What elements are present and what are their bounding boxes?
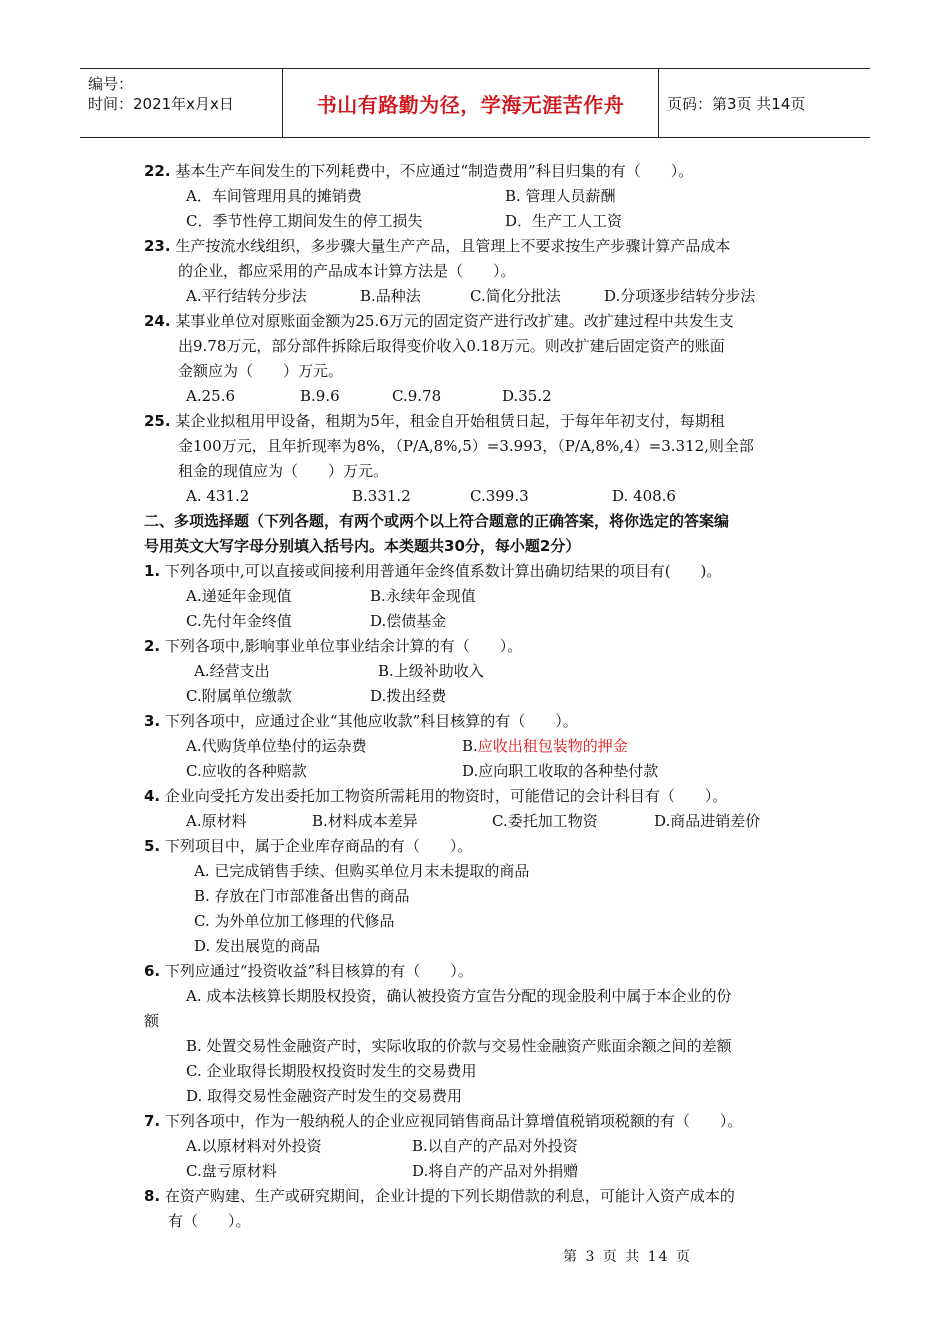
question-number: 7. — [144, 1112, 161, 1130]
option-b: B. 处置交易性金融资产时，实际收取的价款与交易性金融资产账面余额之间的差额 — [186, 1037, 732, 1055]
option-a: A. 已完成销售手续、但购买单位月末未提取的商品 — [194, 862, 530, 880]
multi-question-7 — [144, 1111, 742, 1131]
option-c: C.委托加工物资 — [492, 812, 598, 830]
option-b: B.以自产的产品对外投资 — [412, 1137, 578, 1155]
question-stem-cont: 有（ ）。 — [168, 1212, 251, 1230]
option-a: A.经营支出 — [194, 662, 270, 680]
question-stem: 下列应通过“投资收益”科目核算的有（ ）。 — [164, 962, 473, 980]
option-c: C.应收的各种赔款 — [186, 762, 307, 780]
question-number: 24. — [144, 312, 171, 330]
question-number: 8. — [144, 1187, 161, 1205]
question-number: 6. — [144, 962, 161, 980]
option-d: D.将自产的产品对外捐赠 — [412, 1162, 579, 1180]
option-d: D. 取得交易性金融资产时发生的交易费用 — [186, 1087, 463, 1105]
option-a: A. 431.2 — [186, 487, 250, 505]
option-c: C. 企业取得长期股权投资时发生的交易费用 — [186, 1062, 477, 1080]
question-stem: 生产按流水线组织，多步骤大量生产产品，且管理上不要求按生产步骤计算产品成本 — [175, 237, 731, 255]
section-title: 二、多项选择题（下列各题，有两个或两个以上符合题意的正确答案，将你选定的答案编 — [144, 512, 730, 530]
question-number: 1. — [144, 562, 161, 580]
option-c: C. 为外单位加工修理的代修品 — [194, 912, 395, 930]
option-a: A.平行结转分步法 — [186, 287, 307, 305]
option-d: D.偿债基金 — [370, 612, 447, 630]
highlighted-answer: 应收出租包装物的押金 — [477, 737, 628, 755]
option-c: C.附属单位缴款 — [186, 687, 292, 705]
question-number: 2. — [144, 637, 161, 655]
multi-question-6 — [144, 961, 473, 981]
question-stem-cont: 金额应为（ ）万元。 — [178, 362, 344, 380]
time-label: 时间：2021年x月x日 — [88, 95, 234, 113]
option-d: D. 发出展览的商品 — [194, 937, 321, 955]
motto: 书山有路勤为径，学海无涯苦作舟 — [316, 92, 625, 117]
option-b: B.品种法 — [360, 287, 421, 305]
question-25 — [144, 411, 725, 431]
page-footer: 第 3 页 共 14 页 — [563, 1249, 692, 1265]
option-b: B.材料成本差异 — [312, 812, 418, 830]
code-label: 编号： — [88, 75, 134, 93]
page-info: 页码：第3页 共14页 — [667, 94, 806, 113]
option-c: C.先付年金终值 — [186, 612, 292, 630]
question-stem: 在资产购建、生产或研究期间，企业计提的下列长期借款的利息，可能计入资产成本的 — [164, 1187, 735, 1205]
multi-question-4 — [144, 786, 727, 806]
option-b: B. 管理人员薪酬 — [505, 187, 616, 205]
option-d: D.商品进销差价 — [654, 812, 761, 830]
question-stem-cont: 的企业，都应采用的产品成本计算方法是（ ）。 — [178, 262, 516, 280]
question-stem-cont: 金100万元，且年折现率为8%，（P/A,8%,5）=3.993，（P/A,8%,4）=3.312,则全部 — [178, 437, 754, 455]
option-a: A.25.6 — [186, 387, 235, 405]
option-d: D.应向职工收取的各种垫付款 — [462, 762, 659, 780]
question-stem: 下列各项中，作为一般纳税人的企业应视同销售商品计算增值税销项税额的有（ ）。 — [164, 1112, 743, 1130]
option-letter: B. — [462, 737, 478, 755]
option-c: C.399.3 — [470, 487, 529, 505]
option-d: D. 408.6 — [612, 487, 676, 505]
option-c: C.盘亏原材料 — [186, 1162, 277, 1180]
multi-question-3 — [144, 711, 578, 731]
option-d: D.分项逐步结转分步法 — [604, 287, 756, 305]
question-stem: 某企业拟租用甲设备，租期为5年，租金自开始租赁日起，于每年年初支付，每期租 — [175, 412, 725, 430]
option-c: C.简化分批法 — [470, 287, 561, 305]
question-stem-cont: 出9.78万元，部分部件拆除后取得变价收入0.18万元。则改扩建后固定资产的账面 — [178, 337, 725, 355]
question-stem: 下列各项中，应通过企业“其他应收款”科目核算的有（ ）。 — [164, 712, 578, 730]
option-b: B.331.2 — [352, 487, 411, 505]
option-a: A.原材料 — [186, 812, 247, 830]
question-stem-cont: 租金的现值应为（ ）万元。 — [178, 462, 389, 480]
option-c: C．季节性停工期间发生的停工损失 — [186, 212, 423, 230]
question-stem: 基本生产车间发生的下列耗费中，不应通过“制造费用”科目归集的有（ ）。 — [175, 162, 694, 180]
option-d: D.拨出经费 — [370, 687, 447, 705]
option-a: A.递延年金现值 — [186, 587, 292, 605]
option-c: C.9.78 — [392, 387, 442, 405]
question-stem: 下列各项中,可以直接或间接利用普通年金终值系数计算出确切结果的项目有( )。 — [164, 562, 722, 580]
option-b — [462, 736, 628, 756]
multi-question-5 — [144, 836, 472, 856]
question-stem: 下列各项中,影响事业单位事业结余计算的有（ ）。 — [164, 637, 523, 655]
option-a: A.以原材料对外投资 — [186, 1137, 322, 1155]
question-23 — [144, 236, 730, 256]
option-d: D.35.2 — [502, 387, 552, 405]
question-stem: 某事业单位对原账面金额为25.6万元的固定资产进行改扩建。改扩建过程中共发生支 — [175, 312, 734, 330]
multi-question-1 — [144, 561, 721, 581]
question-22 — [144, 161, 693, 181]
question-number: 25. — [144, 412, 171, 430]
question-number: 3. — [144, 712, 161, 730]
question-number: 5. — [144, 837, 161, 855]
question-stem: 企业向受托方发出委托加工物资所需耗用的物资时，可能借记的会计科目有（ ）。 — [164, 787, 728, 805]
option-b: B.上级补助收入 — [378, 662, 484, 680]
option-a-cont: 额 — [144, 1012, 160, 1030]
question-24 — [144, 311, 734, 331]
option-a: A. 成本法核算长期股权投资，确认被投资方宣告分配的现金股利中属于本企业的份 — [186, 987, 732, 1005]
option-a: A．车间管理用具的摊销费 — [186, 187, 362, 205]
option-b: B. 存放在门市部准备出售的商品 — [194, 887, 410, 905]
question-number: 22. — [144, 162, 171, 180]
section-title-cont: 号用英文大写字母分别填入括号内。本类题共30分，每小题2分） — [144, 537, 581, 555]
multi-question-8 — [144, 1186, 735, 1206]
option-b: B.永续年金现值 — [370, 587, 476, 605]
option-a: A.代购货单位垫付的运杂费 — [186, 737, 367, 755]
option-b: B.9.6 — [300, 387, 340, 405]
question-stem: 下列项目中，属于企业库存商品的有（ ）。 — [164, 837, 473, 855]
question-number: 4. — [144, 787, 161, 805]
option-d: D．生产工人工资 — [505, 212, 623, 230]
question-number: 23. — [144, 237, 171, 255]
multi-question-2 — [144, 636, 522, 656]
